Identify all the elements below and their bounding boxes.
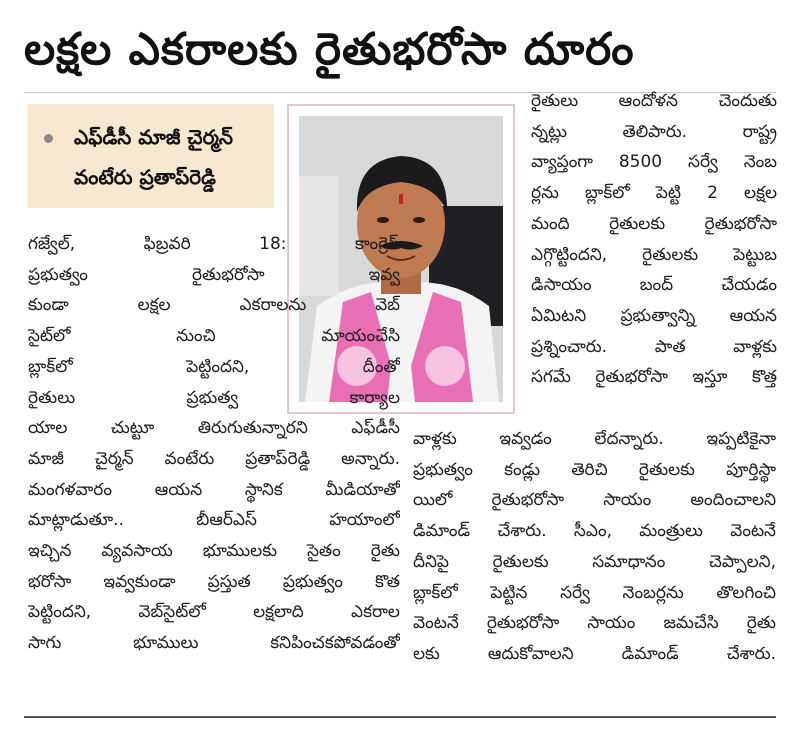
article-body-right-top xyxy=(531,86,777,393)
body-line: డిసాయం బంద్ చేయడం xyxy=(531,275,777,296)
body-line: యాల చుట్టూ తిరుగుతున్నారని ఎఫ్‌డీసీ xyxy=(28,418,400,439)
body-line: మంది రైతులకు రైతుభరోసా xyxy=(531,213,777,234)
body-line: సగమే రైతుభరోసా ఇస్తూ కొత్త xyxy=(531,367,777,388)
body-line: ర్లను బ్లాక్‌లో పెట్టి 2 లక్షల xyxy=(531,183,777,204)
bullet-icon xyxy=(44,134,53,143)
body-line: బ్లాక్‌లో పెట్టిన సర్వే నెంబర్లను తొలగించి xyxy=(413,582,776,603)
body-line: లకు ఆదుకోవాలని డిమాండ్ చేశారు. xyxy=(413,643,776,664)
article-body-right-bottom xyxy=(413,424,776,670)
body-line: పెట్టిందని, వెబ్‌సైట్‌లో లక్షలాది ఎకరాల xyxy=(28,602,400,623)
body-line: వాళ్లకు ఇవ్వడం లేదన్నారు. ఇప్పటికైనా xyxy=(413,429,776,449)
body-line: మంగళవారం ఆయన స్థానిక మీడియాతో xyxy=(28,479,400,500)
body-line: మాట్లాడుతూ.. బీఆర్‌ఎస్ హయాంలో xyxy=(28,510,400,531)
body-line: సైట్‌లో నుంచి మాయంచేసి xyxy=(28,326,400,347)
body-line: రైతులు ఆందోళన చెందుతు xyxy=(531,91,777,111)
callout-name: వంటేరు ప్రతాప్‌రెడ్డి xyxy=(74,165,216,189)
body-line: ఇచ్చిన వ్యవసాయ భూములకు సైతం రైతు xyxy=(28,541,400,562)
body-line: బ్లాక్‌లో పెట్టిందని, దీంతో xyxy=(28,356,400,377)
body-line: న్నట్లు తెలిపారు. రాష్ట్ర xyxy=(531,121,777,142)
body-line: వెంటనే రైతుభరోసా సాయం జమచేసి రైతు xyxy=(413,613,776,634)
body-line: సాగు భూములు కనిపించకపోవడంతో xyxy=(28,633,400,654)
callout-box xyxy=(28,104,274,208)
headline: లక్షల ఎకరాలకు రైతుభరోసా దూరం xyxy=(24,24,635,75)
body-line: భరోసా ఇవ్వకుండా ప్రస్తుత ప్రభుత్వం కొత xyxy=(28,571,400,592)
body-line: ప్రభుత్వం రైతుభరోసా ఇవ్వ xyxy=(28,264,400,285)
body-line: డిమాండ్ చేశారు. సీఎం, మంత్రులు వెంటనే xyxy=(413,521,776,542)
body-line: ఏమిటని ప్రభుత్వాన్ని ఆయన xyxy=(531,305,777,326)
body-line: వ్యాప్తంగా 8500 సర్వే నెంబ xyxy=(531,152,777,173)
bottom-divider xyxy=(24,716,776,718)
callout-title: ఎఫ్‌డీసీ మాజీ చైర్మన్ xyxy=(74,125,233,149)
body-line: దీనిపై రైతులకు సమాధానం చెప్పాలని, xyxy=(413,551,776,572)
body-line: రైతులు ప్రభుత్వ కార్యాల xyxy=(28,387,400,408)
body-line: మాజీ చైర్మన్ వంటేరు ప్రతాప్‌రెడ్డి అన్నారు. xyxy=(28,448,400,469)
body-line: ప్రభుత్వం కండ్లు తెరిచి రైతులకు పూర్తిస్థా xyxy=(413,459,776,480)
article-body-left xyxy=(28,229,400,659)
body-line: యిలో రైతుభరోసా సాయం అందించాలని xyxy=(413,490,776,511)
body-line: ప్రశ్నించారు. పాత వాళ్లకు xyxy=(531,336,777,357)
body-line: గజ్వేల్, ఫిబ్రవరి 18: కాంగ్రెస్ xyxy=(28,234,400,254)
body-line: కుండా లక్షల ఎకరాలను వెబ్ xyxy=(28,295,400,316)
body-line: ఎగ్గొట్టిందని, రైతులకు పెట్టుబ xyxy=(531,244,777,265)
